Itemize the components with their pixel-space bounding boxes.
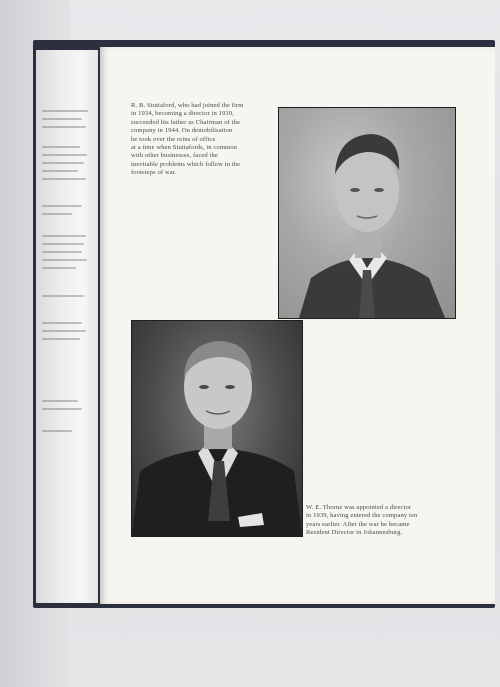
bleed-through-text	[42, 251, 82, 253]
bleed-through-text	[42, 146, 80, 148]
bleed-through-text	[42, 170, 78, 172]
caption-line: inevitable problems which follow in the	[131, 160, 241, 168]
left-page-edge	[36, 50, 98, 603]
caption-line: in 1939, having entered the company ten	[306, 512, 418, 520]
bleed-through-text	[42, 154, 87, 156]
bleed-through-text	[42, 213, 72, 215]
caption-line: at a time when Stuttafords, in common	[131, 144, 238, 152]
bleed-through-text	[42, 162, 84, 164]
bleed-through-text	[42, 110, 88, 112]
portrait-photo-stuttaford	[278, 107, 456, 319]
portrait-thorne-illustration	[132, 321, 302, 536]
bleed-through-text	[42, 267, 76, 269]
bleed-through-text	[42, 430, 72, 432]
portrait-stuttaford-illustration	[279, 108, 455, 318]
bleed-through-text	[42, 295, 84, 297]
portrait-photo-thorne	[131, 320, 303, 537]
bleed-through-text	[42, 178, 86, 180]
caption-line: he took over the reins of office	[131, 135, 216, 143]
bleed-through-text	[42, 243, 84, 245]
caption-line: with other businesses, faced the	[131, 152, 218, 160]
caption-line: years earlier. After the war he became	[306, 520, 410, 528]
caption-line: in 1934, becoming a director in 1939,	[131, 110, 234, 118]
bleed-through-text	[42, 235, 86, 237]
bleed-through-text	[42, 259, 87, 261]
caption-line: Resident Director in Johannesburg.	[306, 529, 403, 537]
bleed-through-text	[42, 322, 82, 324]
caption-line: company in 1944. On demobilisation	[131, 127, 233, 135]
caption-line: R. B. Stuttaford, who had joined the firm	[131, 102, 244, 109]
bleed-through-text	[42, 338, 80, 340]
caption-line: succeeded his father as Chairman of the	[131, 118, 240, 126]
bleed-through-text	[42, 330, 86, 332]
bleed-through-text	[42, 205, 82, 207]
caption-line: footsteps of war.	[131, 169, 177, 177]
bleed-through-text	[42, 400, 78, 402]
bleed-through-text	[42, 118, 82, 120]
bleed-through-text	[42, 126, 86, 128]
caption-stuttaford	[131, 102, 276, 178]
caption-thorne	[306, 504, 446, 538]
bleed-through-text	[42, 408, 82, 410]
caption-line: W. E. Thorne was appointed a director	[306, 504, 412, 511]
